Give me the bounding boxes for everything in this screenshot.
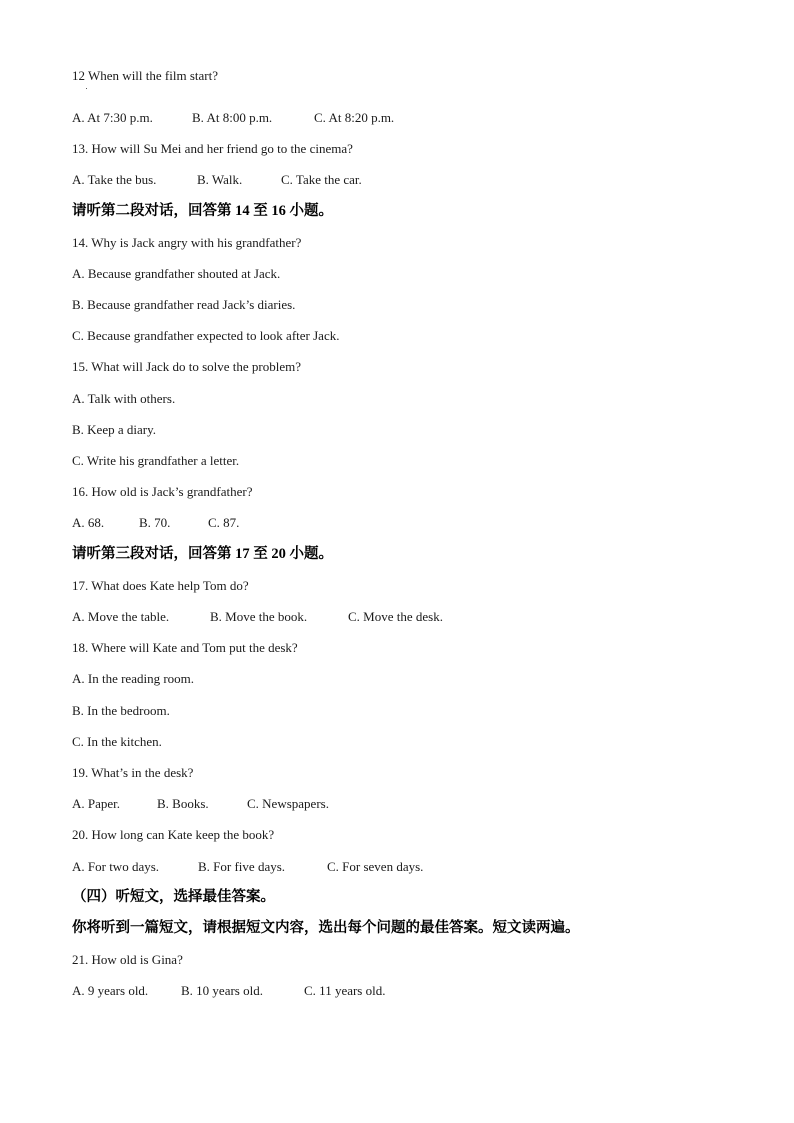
question-18-option-b: B. In the bedroom.	[72, 703, 170, 718]
option-a: A. 68.	[72, 515, 105, 530]
question-14-option-b: B. Because grandfather read Jack’s diaries.	[72, 297, 296, 312]
option-b: B. 10 years old.	[181, 983, 263, 998]
question-21-options	[72, 983, 385, 999]
option-b: B. For five days.	[198, 859, 286, 874]
question-17-options	[72, 609, 443, 625]
question-14-option-a: A. Because grandfather shouted at Jack.	[72, 266, 281, 281]
option-c: C. 11 years old.	[304, 983, 386, 998]
question-20-stem: 20. How long can Kate keep the book?	[72, 827, 275, 842]
question-16-stem: 16. How old is Jack’s grandfather?	[72, 484, 253, 499]
question-12-stem: 12 When will the film start?	[72, 68, 218, 83]
question-15-option-c: C. Write his grandfather a letter.	[72, 453, 240, 468]
option-a: A. Move the table.	[72, 609, 170, 624]
option-c: C. Newspapers.	[247, 796, 329, 811]
option-c: C. Take the car.	[281, 172, 362, 187]
option-a: A. At 7:30 p.m.	[72, 110, 153, 125]
option-a: A. 9 years old.	[72, 983, 149, 998]
section-4-instructions: 你将听到一篇短文，请根据短文内容，选出每个问题的最佳答案。短文读两遍。	[72, 920, 580, 936]
question-12-options	[72, 110, 394, 126]
question-19-options	[72, 796, 329, 812]
section-2-heading: 请听第二段对话，回答第 14 至 16 小题。	[72, 203, 333, 219]
stray-mark	[86, 88, 87, 89]
option-a: A. For two days.	[72, 859, 160, 874]
option-c: C. Move the desk.	[348, 609, 443, 624]
option-a: A. Paper.	[72, 796, 121, 811]
question-14-stem: 14. Why is Jack angry with his grandfather?	[72, 235, 302, 250]
option-a: A. Take the bus.	[72, 172, 157, 187]
option-b: B. At 8:00 p.m.	[192, 110, 273, 125]
question-14-option-c: C. Because grandfather expected to look after Jack.	[72, 328, 340, 343]
section-4-title: （四）听短文，选择最佳答案。	[72, 889, 275, 905]
question-16-options	[72, 515, 239, 531]
section-3-heading: 请听第三段对话，回答第 17 至 20 小题。	[72, 546, 333, 562]
option-b: B. Books.	[157, 796, 209, 811]
question-15-option-a: A. Talk with others.	[72, 391, 176, 406]
question-18-option-a: A. In the reading room.	[72, 671, 195, 686]
question-19-stem: 19. What’s in the desk?	[72, 765, 194, 780]
question-21-stem: 21. How old is Gina?	[72, 952, 183, 967]
question-13-options	[72, 172, 362, 188]
question-15-stem: 15. What will Jack do to solve the problem?	[72, 359, 302, 374]
option-b: B. Move the book.	[210, 609, 308, 624]
question-13-stem: 13. How will Su Mei and her friend go to the cinema?	[72, 141, 353, 156]
option-c: C. For seven days.	[327, 859, 424, 874]
question-15-option-b: B. Keep a diary.	[72, 422, 156, 437]
question-18-option-c: C. In the kitchen.	[72, 734, 162, 749]
question-20-options	[72, 859, 423, 875]
question-17-stem: 17. What does Kate help Tom do?	[72, 578, 249, 593]
option-c: C. At 8:20 p.m.	[314, 110, 395, 125]
option-c: C. 87.	[208, 515, 240, 530]
question-18-stem: 18. Where will Kate and Tom put the desk?	[72, 640, 298, 655]
option-b: B. Walk.	[197, 172, 243, 187]
option-b: B. 70.	[139, 515, 171, 530]
